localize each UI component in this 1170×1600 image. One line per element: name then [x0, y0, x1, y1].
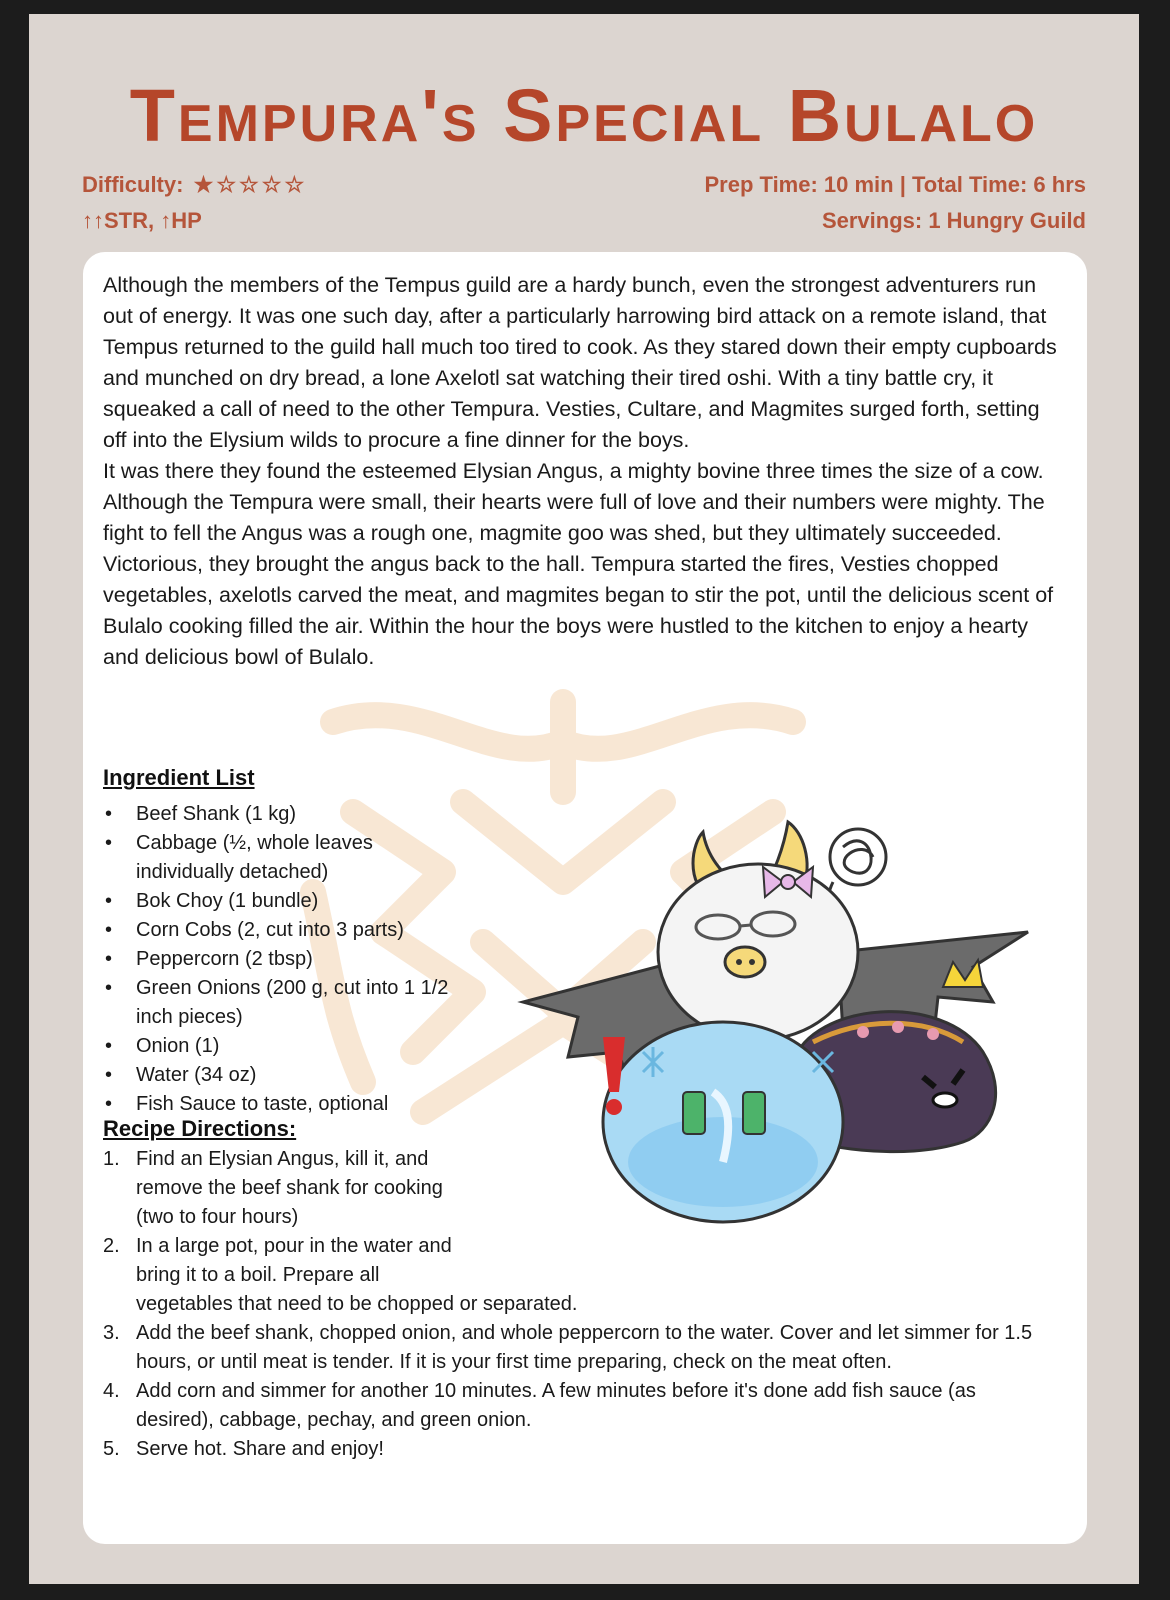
snout [725, 947, 765, 977]
direction-step [103, 1435, 1033, 1464]
step-number: 1. [103, 1148, 120, 1170]
ingredients-heading: Ingredient List [103, 765, 255, 790]
list-item: • Water (34 oz) [103, 1061, 463, 1090]
list-item: • Green Onions (200 g, cut into 1 1/2 inch pieces) [103, 974, 463, 1032]
time-info: Prep Time: 10 min | Total Time: 6 hrs [704, 172, 1086, 197]
direction-step [103, 1377, 1033, 1435]
step-number: 3. [103, 1322, 120, 1344]
empty-star-icon: ☆ [216, 172, 240, 197]
story-text [103, 270, 1063, 673]
step-number: 2. [103, 1235, 120, 1257]
ingredient-list [103, 800, 463, 1119]
step-text: Serve hot. Share and enjoy! [136, 1438, 384, 1460]
recipe-title: Tempura's Special Bulalo [129, 74, 1039, 157]
list-item: • Cabbage (½, whole leaves individually detached) [103, 829, 463, 887]
list-item: • Beef Shank (1 kg) [103, 800, 463, 829]
step-text: Find an Elysian Angus, kill it, and remove the beef shank for cooking (two to four hours) [136, 1148, 443, 1228]
step-number: 5. [103, 1438, 120, 1460]
step-text: In a large pot, pour in the water and bring it to a boil. Prepare all [136, 1235, 452, 1286]
empty-star-icon: ☆ [239, 172, 262, 197]
difficulty-row [82, 172, 307, 198]
list-item: • Fish Sauce to taste, optional [103, 1090, 463, 1119]
empty-star-icon: ☆ [284, 172, 308, 197]
list-item: • Corn Cobs (2, cut into 3 parts) [103, 916, 463, 945]
difficulty-label: Difficulty: [82, 172, 184, 197]
step-number: 4. [103, 1380, 120, 1402]
step-text-continued: vegetables that need to be chopped or separated. [136, 1293, 578, 1315]
list-item: • Bok Choy (1 bundle) [103, 887, 463, 916]
recipe-card [83, 252, 1087, 1544]
direction-step [103, 1319, 1033, 1377]
directions-heading: Recipe Directions: [103, 1116, 297, 1141]
mascot-illustration [483, 802, 1043, 1262]
list-item: • Peppercorn (2 tbsp) [103, 945, 463, 974]
recipe-page [29, 14, 1139, 1584]
step-text: Add corn and simmer for another 10 minutes. A few minutes before it's done add fish sauce (as desired), cabbage, pechay, and green onion. [136, 1380, 976, 1431]
stat-boosts: ↑↑STR, ↑HP [82, 208, 202, 233]
empty-star-icon: ☆ [261, 172, 285, 197]
step-text: Add the beef shank, chopped onion, and whole peppercorn to the water. Cover and let simmer for 1.5 hours, or until meat is tender. If it is your first time preparing, check on the meat often. [136, 1322, 1033, 1373]
filled-star-icon: ★ [193, 172, 217, 197]
difficulty-stars [194, 172, 308, 198]
story-paragraph: Although the members of the Tempus guild are a hardy bunch, even the strongest adventurers run out of energy. It was one such day, after a particularly harrowing bird attack on a remote island, that Tempus returned to the guild hall much too tired to cook. As they stared down their empty cupboards and munched on dry bread, a lone Axelotl sat watching their tired oshi. With a tiny battle cry, it squeaked a call of need to the other Tempura. Vesties, Cultare, and Magmites surged forth, setting off into the Elysium wilds to procure a fine dinner for the boys. [103, 273, 1057, 452]
story-paragraph: It was there they found the esteemed Elysian Angus, a mighty bovine three times the size of a cow. Although the Tempura were small, their hearts were full of love and their numbers were mighty. The fight to fell the Angus was a rough one, magmite goo was shed, but they ultimately succeeded. Victorious, they brought the angus back to the hall. Tempura started the fires, Vesties chopped vegetables, axelotls carved the meat, and magmites began to stir the pot, until the delicious scent of Bulalo cooking filled the air. Within the hour the boys were hustled to the kitchen to enjoy a hearty and delicious bowl of Bulalo. [103, 459, 1054, 669]
list-item: • Onion (1) [103, 1032, 463, 1061]
servings-info: Servings: 1 Hungry Guild [821, 208, 1086, 233]
